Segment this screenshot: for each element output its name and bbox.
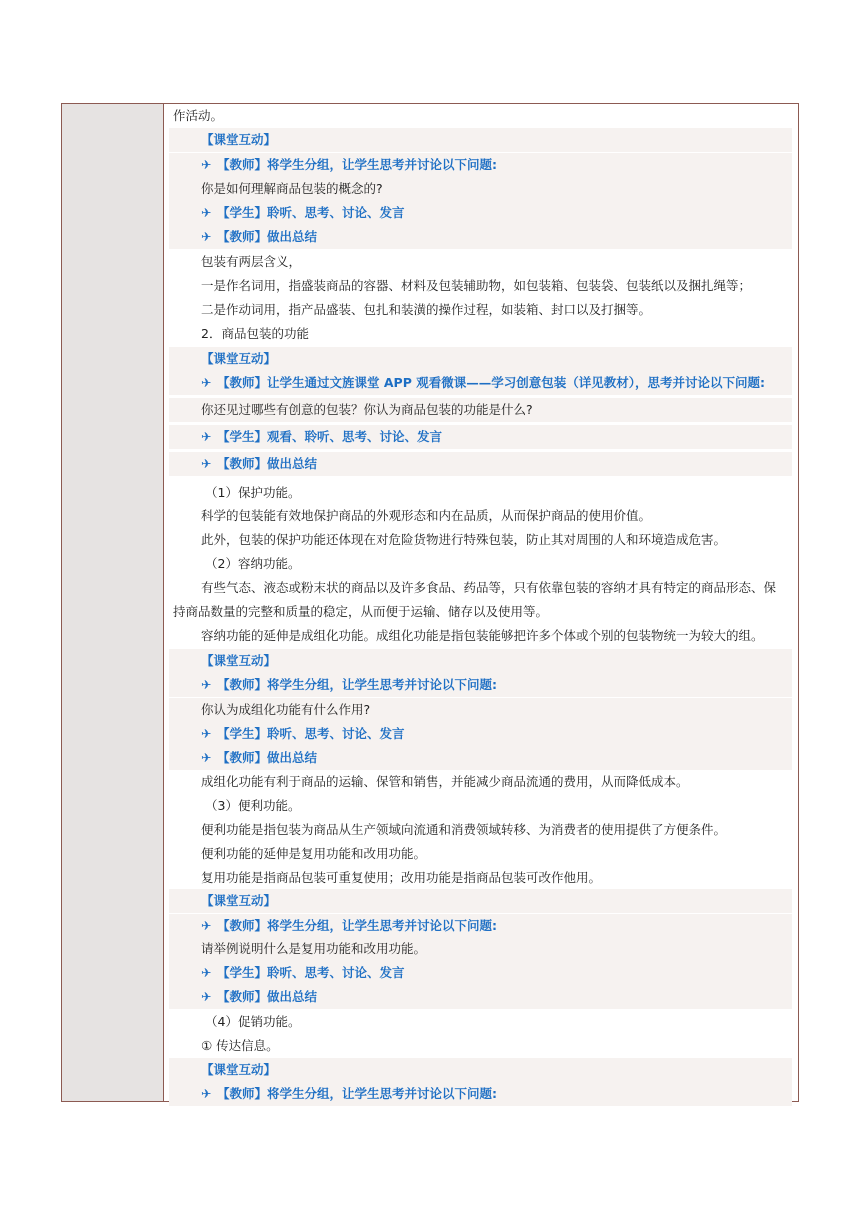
line-text: 【学生】聆听、思考、讨论、发言 (217, 205, 405, 220)
text-line (169, 1082, 792, 1106)
text-line (169, 347, 792, 371)
text-line (169, 600, 792, 624)
line-text: 【课堂互动】 (201, 351, 277, 366)
text-line (169, 274, 792, 298)
line-text: 【课堂互动】 (201, 1062, 277, 1077)
airplane-icon: ✈ (201, 989, 212, 1004)
text-line (169, 528, 792, 552)
line-text: 二是作动词用，指产品盛装、包扎和装潢的操作过程，如装箱、封口以及打捆等。 (201, 302, 652, 317)
line-text: 【学生】聆听、思考、讨论、发言 (217, 965, 405, 980)
text-line (169, 225, 792, 249)
text-line (169, 371, 792, 395)
line-text: 【教师】做出总结 (217, 750, 318, 765)
line-text: 【学生】观看、聆听、思考、讨论、发言 (217, 429, 443, 444)
line-text: （3）便利功能。 (205, 798, 301, 813)
content-cell (165, 104, 798, 1101)
text-line (169, 552, 792, 576)
airplane-icon: ✈ (201, 456, 212, 471)
line-text: 【教师】让学生通过文旌课堂 APP 观看微课——学习创意包装（详见教材），思考并讨论以下问题: (217, 375, 765, 390)
text-line (169, 576, 792, 600)
text-line (169, 153, 792, 177)
text-line (169, 794, 792, 818)
text-line (169, 452, 792, 476)
line-text: 【课堂互动】 (201, 893, 277, 908)
line-text: 你还见过哪些有创意的包装？你认为商品包装的功能是什么? (201, 402, 533, 417)
line-text: ① 传达信息。 (201, 1038, 279, 1053)
line-text: 容纳功能的延伸是成组化功能。成组化功能是指包装能够把许多个体或个别的包装物统一为较大的组。 (201, 628, 764, 643)
line-text: 你是如何理解商品包装的概念的? (201, 181, 383, 196)
text-line (169, 914, 792, 938)
line-text: 持商品数量的完整和质量的稳定，从而便于运输、储存以及使用等。 (173, 604, 549, 619)
text-line (169, 889, 792, 913)
text-line (169, 624, 792, 648)
airplane-icon: ✈ (201, 205, 212, 220)
text-line (169, 1010, 792, 1034)
text-line (169, 481, 792, 505)
line-text: 【教师】将学生分组，让学生思考并讨论以下问题: (217, 918, 497, 933)
airplane-icon: ✈ (201, 677, 212, 692)
text-line (169, 298, 792, 322)
line-text: 复用功能是指商品包装可重复使用；改用功能是指商品包装可改作他用。 (201, 870, 602, 885)
line-text: 【教师】做出总结 (217, 456, 318, 471)
text-line (169, 722, 792, 746)
line-text: （1）保护功能。 (205, 485, 301, 500)
line-text: 【学生】聆听、思考、讨论、发言 (217, 726, 405, 741)
airplane-icon: ✈ (201, 965, 212, 980)
line-text: （4）促销功能。 (205, 1014, 301, 1029)
text-line (169, 322, 792, 346)
line-text: 便利功能的延伸是复用功能和改用功能。 (201, 846, 427, 861)
airplane-icon: ✈ (201, 1086, 212, 1101)
line-text: 科学的包装能有效地保护商品的外观形态和内在品质，从而保护商品的使用价值。 (201, 508, 652, 523)
airplane-icon: ✈ (201, 375, 212, 390)
line-text: 一是作名词用，指盛装商品的容器、材料及包装辅助物，如包装箱、包装袋、包装纸以及捆扎绳等； (201, 278, 752, 293)
text-line (169, 866, 792, 890)
text-line (169, 504, 792, 528)
text-line (169, 746, 792, 770)
left-label-cell (62, 104, 164, 1101)
line-text: 便利功能是指包装为商品从生产领域向流通和消费领域转移、为消费者的使用提供了方便条件。 (201, 822, 727, 837)
text-line (169, 177, 792, 201)
text-line (169, 673, 792, 697)
text-line (169, 770, 792, 794)
text-line (169, 985, 792, 1009)
line-text: 请举例说明什么是复用功能和改用功能。 (201, 941, 427, 956)
line-text: 【教师】将学生分组，让学生思考并讨论以下问题: (217, 157, 497, 172)
text-line (169, 1058, 792, 1082)
line-text: 2．商品包装的功能 (201, 326, 309, 341)
text-line (169, 818, 792, 842)
text-line (169, 1034, 792, 1058)
line-text: 【教师】将学生分组，让学生思考并讨论以下问题: (217, 1086, 497, 1101)
line-text: 【教师】将学生分组，让学生思考并讨论以下问题: (217, 677, 497, 692)
airplane-icon: ✈ (201, 750, 212, 765)
line-text: 【教师】做出总结 (217, 989, 318, 1004)
text-line (169, 398, 792, 422)
line-text: 【课堂互动】 (201, 653, 277, 668)
text-line (169, 937, 792, 961)
airplane-icon: ✈ (201, 157, 212, 172)
line-text: 成组化功能有利于商品的运输、保管和销售，并能减少商品流通的费用，从而降低成本。 (201, 774, 689, 789)
airplane-icon: ✈ (201, 429, 212, 444)
line-text: 此外，包装的保护功能还体现在对危险货物进行特殊包装，防止其对周围的人和环境造成危害。 (201, 532, 727, 547)
airplane-icon: ✈ (201, 726, 212, 741)
text-line (169, 842, 792, 866)
line-text: 【教师】做出总结 (217, 229, 318, 244)
text-line (169, 698, 792, 722)
lesson-table (61, 103, 799, 1102)
text-line (169, 250, 792, 274)
text-line (169, 104, 792, 128)
airplane-icon: ✈ (201, 229, 212, 244)
line-text: 【课堂互动】 (201, 132, 277, 147)
text-line (169, 128, 792, 152)
line-text: 你认为成组化功能有什么作用? (201, 702, 371, 717)
text-line (169, 961, 792, 985)
line-text: 作活动。 (173, 108, 224, 123)
line-text: （2）容纳功能。 (205, 556, 301, 571)
text-line (169, 425, 792, 449)
line-text: 包装有两层含义， (201, 254, 302, 269)
text-line (169, 201, 792, 225)
line-text: 有些气态、液态或粉末状的商品以及许多食品、药品等，只有依靠包装的容纳才具有特定的商品形态、保 (201, 580, 777, 595)
airplane-icon: ✈ (201, 918, 212, 933)
text-line (169, 649, 792, 673)
